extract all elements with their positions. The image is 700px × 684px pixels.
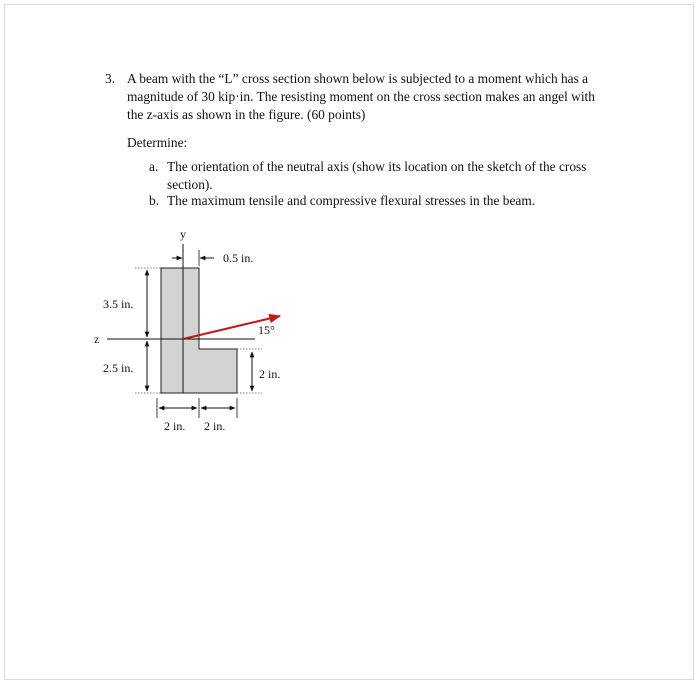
upper-height-label: 3.5 in. bbox=[103, 297, 134, 311]
part-b-line-1: The maximum tensile and compressive flexural stresses in the beam. bbox=[167, 193, 536, 208]
problem-number: 3. bbox=[105, 71, 116, 86]
l-cross-section bbox=[161, 268, 237, 393]
right-width-label: 2 in. bbox=[204, 419, 226, 433]
problem-line-2: magnitude of 30 kip·in. The resisting moment on the cross section makes an angel with bbox=[127, 89, 595, 104]
problem-line-3: the z-axis as shown in the figure. (60 points) bbox=[127, 107, 366, 122]
y-axis-label: y bbox=[180, 227, 186, 241]
z-axis-label: z bbox=[94, 332, 100, 346]
part-a-line-1: The orientation of the neutral axis (show its location on the sketch of the cross bbox=[167, 159, 587, 174]
left-width-label: 2 in. bbox=[164, 419, 186, 433]
part-b-label: b. bbox=[149, 193, 160, 208]
problem-line-1: A beam with the “L” cross section shown below is subjected to a moment which has a bbox=[127, 71, 589, 86]
flange-height-label: 2 in. bbox=[259, 367, 281, 381]
angle-label: 15° bbox=[258, 323, 275, 337]
web-thickness-label: 0.5 in. bbox=[223, 251, 254, 265]
lower-height-label: 2.5 in. bbox=[103, 361, 134, 375]
part-a-label: a. bbox=[149, 159, 159, 174]
part-a-line-2: section). bbox=[167, 177, 213, 192]
determine-heading: Determine: bbox=[127, 135, 188, 150]
